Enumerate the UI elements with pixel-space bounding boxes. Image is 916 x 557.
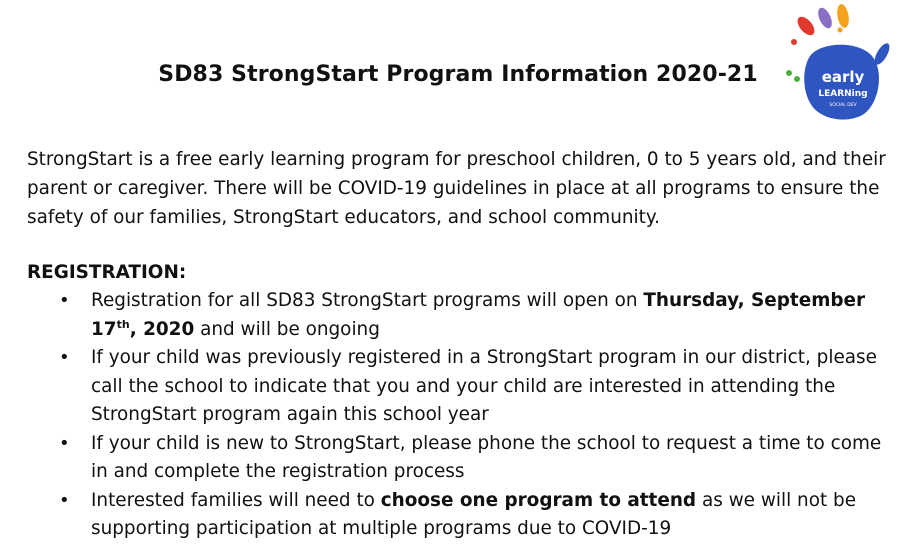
item-bold-date: Thursday, September 17 [91,290,866,340]
bullet-icon: • [59,432,70,454]
intro-paragraph: StrongStart is a free early learning program for preschool children, 0 to 5 years old, and their parent or caregiver. There will be COVID-19 guidelines in place at all programs to ensure the safety of our families, StrongStart educators, and school community. [27,149,886,228]
registration-list [0,287,916,544]
registration-heading: REGISTRATION: [27,262,187,283]
item-text: If your child was previously registered in a StrongStart program in our district, please call the school to indicate that you and your child are interested in attending the StrongStart program again this school year [91,347,877,425]
item-text-end: as we will not be supporting participation at multiple programs due to COVID-19 [91,489,857,539]
list-item [0,287,916,344]
item-text-end: and will be ongoing [194,318,380,340]
bullet-icon: • [59,347,70,368]
list-item [0,344,916,430]
item-bold-sup: th [116,317,130,331]
item-bold-year: , 2020 [129,318,195,340]
bullet-icon: • [59,489,70,511]
item-text: Interested families will need to [91,489,381,511]
list-item [0,487,916,544]
list-item [0,430,916,487]
logo-text-learning: LEARNing [818,89,868,99]
logo-text-early: early [821,68,865,86]
bullet-icon: • [59,290,70,311]
item-bold: choose one program to attend [380,489,697,511]
logo-text-sub: SOCIAL DEV [829,103,857,108]
item-text: If your child is new to StrongStart, please phone the school to request a time to come in and complete the registration process [91,432,882,482]
item-text: Registration for all SD83 StrongStart programs will open on [91,290,644,311]
page-title: SD83 StrongStart Program Information 2020-21 [158,62,758,87]
